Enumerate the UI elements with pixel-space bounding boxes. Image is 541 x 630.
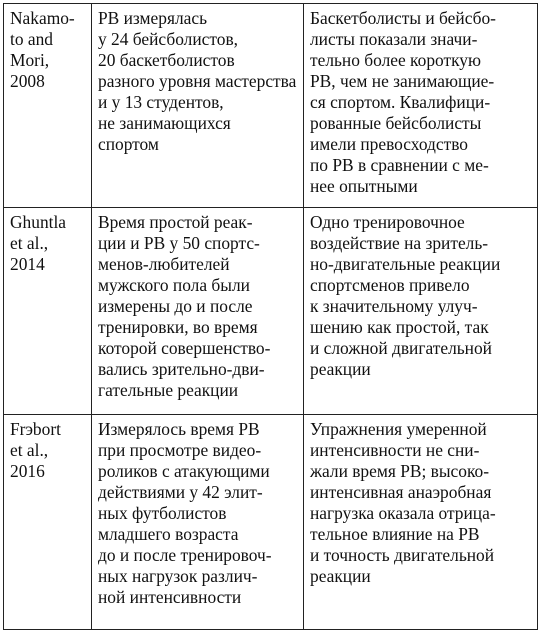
- cell-text-line: реакции: [310, 566, 371, 586]
- cell-text-line: нагрузка оказала отрица-: [310, 503, 496, 523]
- cell-text-line: до и после тренировоч-: [98, 545, 272, 565]
- cell-text-line: ных футболистов: [98, 503, 227, 523]
- cell-text-line: 2014: [10, 254, 45, 274]
- method-cell: [92, 415, 304, 630]
- cell-text-line: РВ, чем не занимающие-: [310, 71, 495, 91]
- cell-text-line: спортом: [98, 134, 159, 154]
- cell-text-line: 2008: [10, 71, 45, 91]
- cell-text-line: гательные реакции: [98, 380, 239, 400]
- result-cell: [304, 208, 538, 415]
- cell-text-line: которой совершенство-: [98, 338, 271, 358]
- method-cell: [92, 208, 304, 415]
- table-row: [4, 208, 538, 415]
- cell-text-line: измерены до и после: [98, 296, 253, 316]
- author-cell: [4, 4, 92, 208]
- cell-text-line: ных нагрузок различ-: [98, 566, 258, 586]
- cell-text-line: Время простой реак-: [98, 212, 253, 232]
- author-cell: [4, 208, 92, 415]
- cell-text-line: 2016: [10, 461, 45, 481]
- cell-text-line: по РВ в сравнении с ме-: [310, 155, 489, 175]
- cell-text-line: и точность двигательной: [310, 545, 495, 565]
- cell-text-line: шению как простой, так: [310, 317, 489, 337]
- cell-text-line: к значительному улуч-: [310, 296, 478, 316]
- cell-text-line: менов-любителей: [98, 254, 230, 274]
- method-cell: [92, 4, 304, 208]
- cell-text-line: младшего возраста: [98, 524, 239, 544]
- cell-text-line: ной интенсивности: [98, 587, 242, 607]
- cell-text-line: ся спортом. Квалифици-: [310, 92, 491, 112]
- cell-text-line: Упражнения умеренной: [310, 419, 487, 439]
- cell-text-line: Баскетболисты и бейсбо-: [310, 8, 496, 28]
- cell-text-line: Mori,: [10, 50, 50, 70]
- cell-text-line: при просмотре видео-: [98, 440, 262, 460]
- cell-text-line: разного уровня мастерства: [98, 71, 297, 91]
- cell-text-line: вались зрительно-дви-: [98, 359, 265, 379]
- cell-text-line: и у 13 студентов,: [98, 92, 224, 112]
- cell-text-line: et al.,: [10, 233, 49, 253]
- cell-text-line: у 24 бейсболистов,: [98, 29, 238, 49]
- cell-text-line: et al.,: [10, 440, 49, 460]
- cell-text-line: имели превосходство: [310, 134, 468, 154]
- cell-text-line: листы показали значи-: [310, 29, 478, 49]
- cell-text-line: жали время РВ; высоко-: [310, 461, 490, 481]
- result-cell: [304, 415, 538, 630]
- table-row: [4, 4, 538, 208]
- cell-text-line: не занимающихся: [98, 113, 231, 133]
- cell-text-line: реакции: [310, 359, 371, 379]
- cell-text-line: тренировки, во время: [98, 317, 258, 337]
- cell-text-line: РВ измерялась: [98, 8, 208, 28]
- studies-table: [3, 3, 538, 630]
- cell-text-line: нее опытными: [310, 176, 418, 196]
- result-cell: [304, 4, 538, 208]
- cell-text-line: Одно тренировочное: [310, 212, 465, 232]
- cell-text-line: мужского пола были: [98, 275, 250, 295]
- cell-text-line: и сложной двигательной: [310, 338, 492, 358]
- cell-text-line: роликов с атакующими: [98, 461, 270, 481]
- cell-text-line: тельно более короткую: [310, 50, 481, 70]
- cell-text-line: 20 баскетболистов: [98, 50, 235, 70]
- cell-text-line: Измерялось время РВ: [98, 419, 260, 439]
- cell-text-line: Ghuntla: [10, 212, 67, 232]
- cell-text-line: действиями у 42 элит-: [98, 482, 263, 502]
- author-cell: [4, 415, 92, 630]
- cell-text-line: интенсивная анаэробная: [310, 482, 492, 502]
- cell-text-line: Nakamo-: [10, 8, 75, 28]
- cell-text-line: to and: [10, 29, 53, 49]
- cell-text-line: ции и РВ у 50 спортс-: [98, 233, 260, 253]
- cell-text-line: рованные бейсболисты: [310, 113, 482, 133]
- cell-text-line: интенсивности не сни-: [310, 440, 480, 460]
- cell-text-line: но-двигательные реакции: [310, 254, 501, 274]
- table-row: [4, 415, 538, 630]
- cell-text-line: Frэbort: [10, 419, 61, 439]
- cell-text-line: воздействие на зритель-: [310, 233, 489, 253]
- cell-text-line: спортсменов привело: [310, 275, 470, 295]
- cell-text-line: тельное влияние на РВ: [310, 524, 480, 544]
